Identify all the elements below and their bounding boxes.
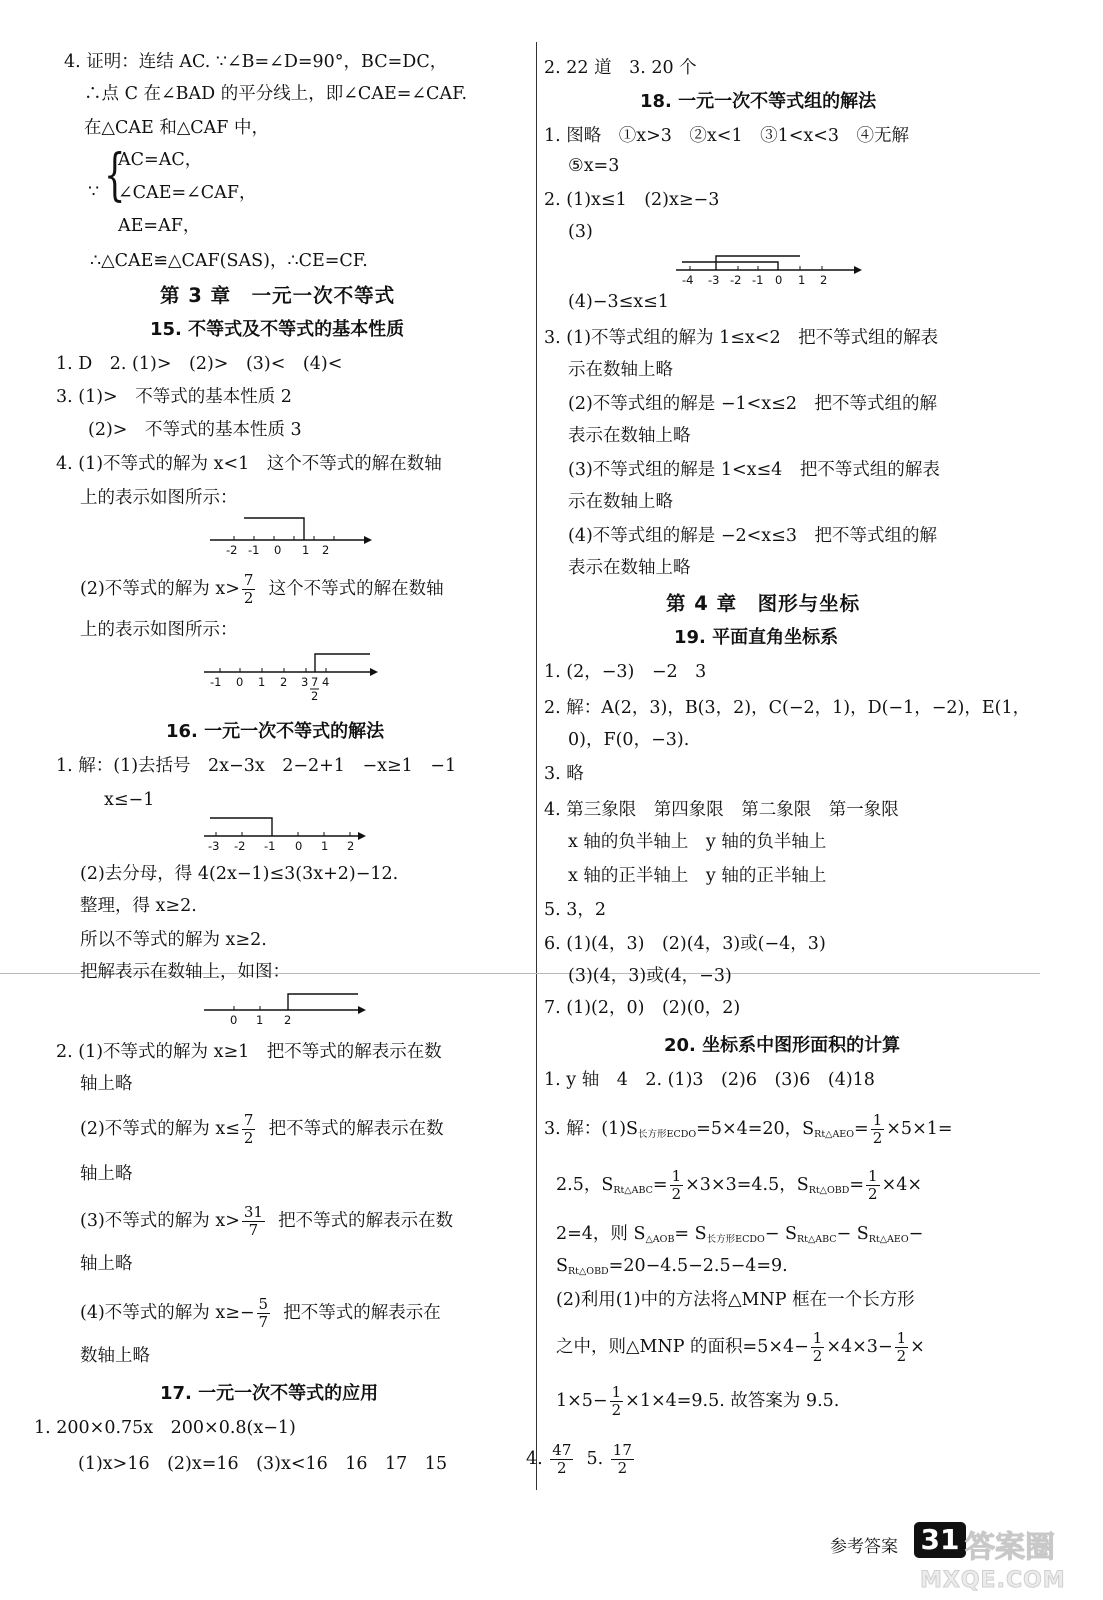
number-line-2 (200, 648, 380, 704)
text: − (908, 1224, 924, 1244)
s19-q6a: 6. (1)(4，3) (2)(4，3)或(−4，3) (544, 934, 826, 954)
denominator: 2 (617, 1459, 628, 1477)
subscript: Rt△ABC (613, 1185, 653, 1196)
s19-q4c: x 轴的正半轴上 y 轴的正半轴上 (568, 866, 827, 886)
text: S (556, 1256, 568, 1276)
s19-q1: 1. (2，−3) −2 3 (544, 662, 707, 682)
text: ×4× (881, 1175, 923, 1195)
text: =20−4.5−2.5−4=9. (608, 1256, 788, 1276)
text: 之中，则△MNP 的面积=5×4− (556, 1337, 809, 1357)
r-q2: 2. 22 道 3. 20 个 (544, 58, 697, 78)
s16-q2d: 轴上略 (80, 1164, 133, 1184)
denominator: 2 (868, 1185, 878, 1203)
s16-q2b: 轴上略 (80, 1074, 133, 1094)
tick-label: 0 (274, 543, 282, 557)
tick-label: 7 (311, 675, 319, 689)
s18-q3g: (4)不等式组的解是 −2<x≤3 把不等式组的解 (568, 526, 937, 546)
tick-label: -2 (226, 543, 238, 557)
s18-q3d: 表示在数轴上略 (568, 426, 691, 446)
text: 4. (526, 1449, 543, 1469)
s18-q3c: (2)不等式组的解是 −1<x≤2 把不等式组的解 (568, 394, 937, 414)
text: × (910, 1337, 925, 1357)
s16-q2e (80, 1204, 453, 1239)
tick-label: -1 (752, 273, 764, 287)
because-symbol: ∵ (88, 182, 100, 202)
fraction-half (895, 1330, 909, 1365)
sys-eq-1: AC=AC， (118, 150, 203, 170)
numerator: 31 (243, 1203, 263, 1221)
s19-q3: 3. 略 (544, 764, 584, 784)
text-suffix: 这个不等式的解在数轴 (268, 579, 444, 599)
tick-label: 0 (230, 1013, 238, 1027)
s16-q2g (80, 1296, 441, 1331)
brace-icon: { (104, 143, 126, 208)
fraction (550, 1442, 573, 1477)
text-suffix: 把不等式的解表示在 (283, 1303, 441, 1323)
tick-label: -2 (234, 839, 246, 853)
tick-label: 2 (347, 839, 355, 853)
text: 3. 解：(1)S (544, 1119, 639, 1139)
s20-q3e: (2)利用(1)中的方法将△MNP 框在一个长方形 (556, 1290, 915, 1310)
section-16-title: 16. 一元一次不等式的解法 (166, 721, 385, 742)
s15-q3a: 3. (1)> 不等式的基本性质 2 (56, 387, 292, 407)
text: − S (764, 1224, 797, 1244)
fraction (257, 1296, 271, 1331)
s20-q3a (544, 1112, 953, 1147)
s15-q4d: 上的表示如图所示： (80, 620, 238, 640)
section-15-title: 15. 不等式及不等式的基本性质 (150, 319, 405, 340)
fraction-half (670, 1168, 684, 1203)
text: ×4×3− (826, 1337, 893, 1357)
page-number: 31 (914, 1522, 966, 1558)
s16-q2f: 轴上略 (80, 1254, 133, 1274)
s16-q1c: (2)去分母，得 4(2x−1)≤3(3x+2)−12. (80, 864, 399, 884)
watermark-url: MXQE.COM (920, 1568, 1066, 1593)
tick-label: -4 (682, 273, 694, 287)
tick-label: -1 (210, 675, 222, 689)
text: = (849, 1175, 865, 1195)
q4-conclusion: ∴△CAE≌△CAF(SAS)，∴CE=CF. (90, 251, 368, 271)
s19-q5: 5. 3，2 (544, 900, 607, 920)
s18-q3e: (3)不等式组的解是 1<x≤4 把不等式组的解表 (568, 460, 940, 480)
tick-label: -3 (208, 839, 220, 853)
s17-q1b: (1)x>16 (2)x=16 (3)x<16 16 17 15 (78, 1454, 448, 1474)
tick-label: -1 (264, 839, 276, 853)
s19-q2a: 2. 解：A(2，3)，B(3，2)，C(−2，1)，D(−1，−2)，E(1， (544, 698, 1031, 718)
tick-label: 2 (820, 273, 828, 287)
footer-label: 参考答案 (830, 1537, 898, 1557)
s20-q3f (556, 1330, 925, 1365)
s20-q3c (556, 1222, 923, 1252)
numerator: 5 (258, 1295, 269, 1313)
denominator: 2 (872, 1129, 883, 1147)
text: = (854, 1119, 869, 1139)
subscript: Rt△OBD (808, 1185, 850, 1196)
tick-label: 3 (301, 675, 309, 689)
s15-q3b: (2)> 不等式的基本性质 3 (88, 420, 302, 440)
section-20-title: 20. 坐标系中图形面积的计算 (664, 1035, 901, 1056)
text-prefix: (2)不等式的解为 x> (80, 579, 240, 599)
subscript: Rt△OBD (568, 1266, 609, 1277)
numerator: 1 (812, 1329, 823, 1347)
s16-q1d: 整理，得 x≥2. (80, 896, 197, 916)
text-suffix: 把不等式的解表示在数 (278, 1211, 454, 1231)
s20-q3g (556, 1384, 839, 1419)
text: ×5×1= (886, 1119, 953, 1139)
tick-label: -1 (248, 543, 260, 557)
text: 1×5− (556, 1391, 608, 1411)
number-line-4 (200, 986, 370, 1030)
s18-q3f: 示在数轴上略 (568, 492, 673, 512)
s18-q2c: (4)−3≤x≤1 (568, 292, 669, 312)
s18-q1a: 1. 图略 ①x>3 ②x<1 ③1<x<3 ④无解 (544, 126, 910, 146)
tick-label: 2 (322, 543, 330, 557)
numerator: 1 (868, 1167, 878, 1185)
watermark-logo: 答案圈 (965, 1530, 1055, 1565)
sys-eq-3: AE=AF， (118, 216, 201, 236)
s16-q1e: 所以不等式的解为 x≥2. (80, 930, 267, 950)
s17-q1: 1. 200×0.75x 200×0.8(x−1) (34, 1418, 296, 1438)
tick-label: 0 (775, 273, 783, 287)
chapter-4-title: 第 4 章 图形与坐标 (666, 592, 861, 615)
fraction (242, 1204, 265, 1239)
fraction (242, 572, 256, 607)
number-line-5 (672, 252, 868, 292)
tick-label: -2 (730, 273, 742, 287)
s20-q1: 1. y 轴 4 2. (1)3 (2)6 (3)6 (4)18 (544, 1070, 875, 1090)
subscript: Rt△AEO (814, 1129, 855, 1140)
tick-label: 4 (322, 675, 330, 689)
s19-q4a: 4. 第三象限 第四象限 第二象限 第一象限 (544, 800, 899, 820)
numerator: 47 (552, 1441, 572, 1459)
subscript: 长方形ECDO (638, 1129, 697, 1140)
s16-q1b: x≤−1 (104, 790, 155, 810)
s19-q4b: x 轴的负半轴上 y 轴的负半轴上 (568, 832, 827, 852)
text: = S (674, 1224, 707, 1244)
subscript: Rt△ABC (796, 1234, 837, 1245)
denominator: 2 (671, 1185, 682, 1203)
tick-label: 1 (258, 675, 266, 689)
denominator: 7 (248, 1221, 259, 1239)
text-prefix: (2)不等式的解为 x≤ (80, 1119, 240, 1139)
tick-label: 1 (302, 543, 310, 557)
text: =5×4=20，S (696, 1119, 815, 1139)
s16-q1a: 1. 解：(1)去括号 2x−3x 2−2+1 −x≥1 −1 (56, 756, 457, 776)
s19-q6b: (3)(4，3)或(4，−3) (568, 966, 732, 986)
numerator: 1 (671, 1167, 682, 1185)
denominator: 2 (243, 589, 254, 607)
tick-label: 0 (236, 675, 244, 689)
denominator: 2 (896, 1347, 907, 1365)
s16-q2h: 数轴上略 (80, 1346, 150, 1366)
s20-q4-q5 (526, 1442, 636, 1477)
numerator: 1 (872, 1111, 883, 1129)
numerator: 1 (611, 1383, 622, 1401)
fraction-half (871, 1112, 885, 1147)
text: − S (836, 1224, 869, 1244)
text: ×3×3=4.5，S (685, 1175, 809, 1195)
q4-line-1: 4. 证明：连结 AC. ∵∠B=∠D=90°，BC=DC， (64, 52, 448, 72)
numerator: 17 (612, 1441, 632, 1459)
numerator: 7 (243, 571, 254, 589)
s19-q7: 7. (1)(2，0) (2)(0，2) (544, 998, 741, 1018)
text-prefix: (3)不等式的解为 x> (80, 1211, 240, 1231)
denominator: 7 (258, 1313, 269, 1331)
subscript: Rt△AEO (868, 1234, 909, 1245)
s16-q1f: 把解表示在数轴上，如图： (80, 962, 290, 982)
text: 5. (586, 1449, 604, 1469)
s20-q3b (556, 1168, 922, 1203)
tick-label: 0 (295, 839, 303, 853)
subscript: 长方形ECDO (706, 1234, 765, 1245)
text: 2.5，S (556, 1175, 614, 1195)
s20-q3d (556, 1254, 788, 1284)
number-line-1 (204, 512, 374, 558)
s18-q3a: 3. (1)不等式组的解为 1≤x<2 把不等式组的解表 (544, 328, 939, 348)
denominator: 2 (557, 1459, 567, 1477)
sys-eq-2: ∠CAE=∠CAF， (118, 183, 257, 203)
tick-label: 1 (256, 1013, 264, 1027)
text: ×1×4=9.5. 故答案为 9.5. (625, 1391, 840, 1411)
tick-label: 1 (321, 839, 329, 853)
s16-q2a: 2. (1)不等式的解为 x≥1 把不等式的解表示在数 (56, 1042, 442, 1062)
tick-label: 2 (280, 675, 288, 689)
fraction (242, 1112, 256, 1147)
tick-label: 1 (798, 273, 806, 287)
number-line-3 (200, 812, 370, 856)
fraction (611, 1442, 634, 1477)
s15-q4c (80, 572, 444, 607)
q4-line-3: 在△CAE 和△CAF 中， (84, 118, 270, 138)
tick-label: 2 (284, 1013, 292, 1027)
denominator: 2 (611, 1401, 622, 1419)
numerator: 7 (243, 1111, 254, 1129)
text: = (652, 1175, 668, 1195)
s15-q4a: 4. (1)不等式的解为 x<1 这个不等式的解在数轴 (56, 454, 442, 474)
fraction-half (811, 1330, 825, 1365)
s18-q3b: 示在数轴上略 (568, 360, 673, 380)
q4-line-2: ∴点 C 在∠BAD 的平分线上，即∠CAE=∠CAF. (84, 84, 468, 104)
section-19-title: 19. 平面直角坐标系 (674, 627, 839, 648)
s18-q2a: 2. (1)x≤1 (2)x≥−3 (544, 190, 720, 210)
subscript: △AOB (645, 1234, 675, 1245)
column-divider (536, 42, 537, 1490)
tick-label: 2 (311, 689, 319, 703)
fraction-half (866, 1168, 880, 1203)
s16-q2c (80, 1112, 444, 1147)
text-prefix: (4)不等式的解为 x≥− (80, 1303, 255, 1323)
denominator: 2 (812, 1347, 823, 1365)
denominator: 2 (243, 1129, 254, 1147)
section-17-title: 17. 一元一次不等式的应用 (160, 1383, 379, 1404)
s18-q3h: 表示在数轴上略 (568, 558, 691, 578)
chapter-3-title: 第 3 章 一元一次不等式 (160, 284, 396, 307)
fraction-half (610, 1384, 624, 1419)
s15-q1: 1. D 2. (1)> (2)> (3)< (4)< (56, 354, 343, 374)
tick-label: -3 (708, 273, 720, 287)
text: 2=4，则 S (556, 1224, 646, 1244)
s15-q4b: 上的表示如图所示： (80, 488, 238, 508)
text-suffix: 把不等式的解表示在数 (268, 1119, 444, 1139)
numerator: 1 (896, 1329, 907, 1347)
section-18-title: 18. 一元一次不等式组的解法 (640, 91, 877, 112)
s18-q2b: (3) (568, 222, 593, 242)
s19-q2b: 0)，F(0，−3). (568, 730, 690, 750)
s18-q1b: ⑤x=3 (568, 156, 620, 176)
